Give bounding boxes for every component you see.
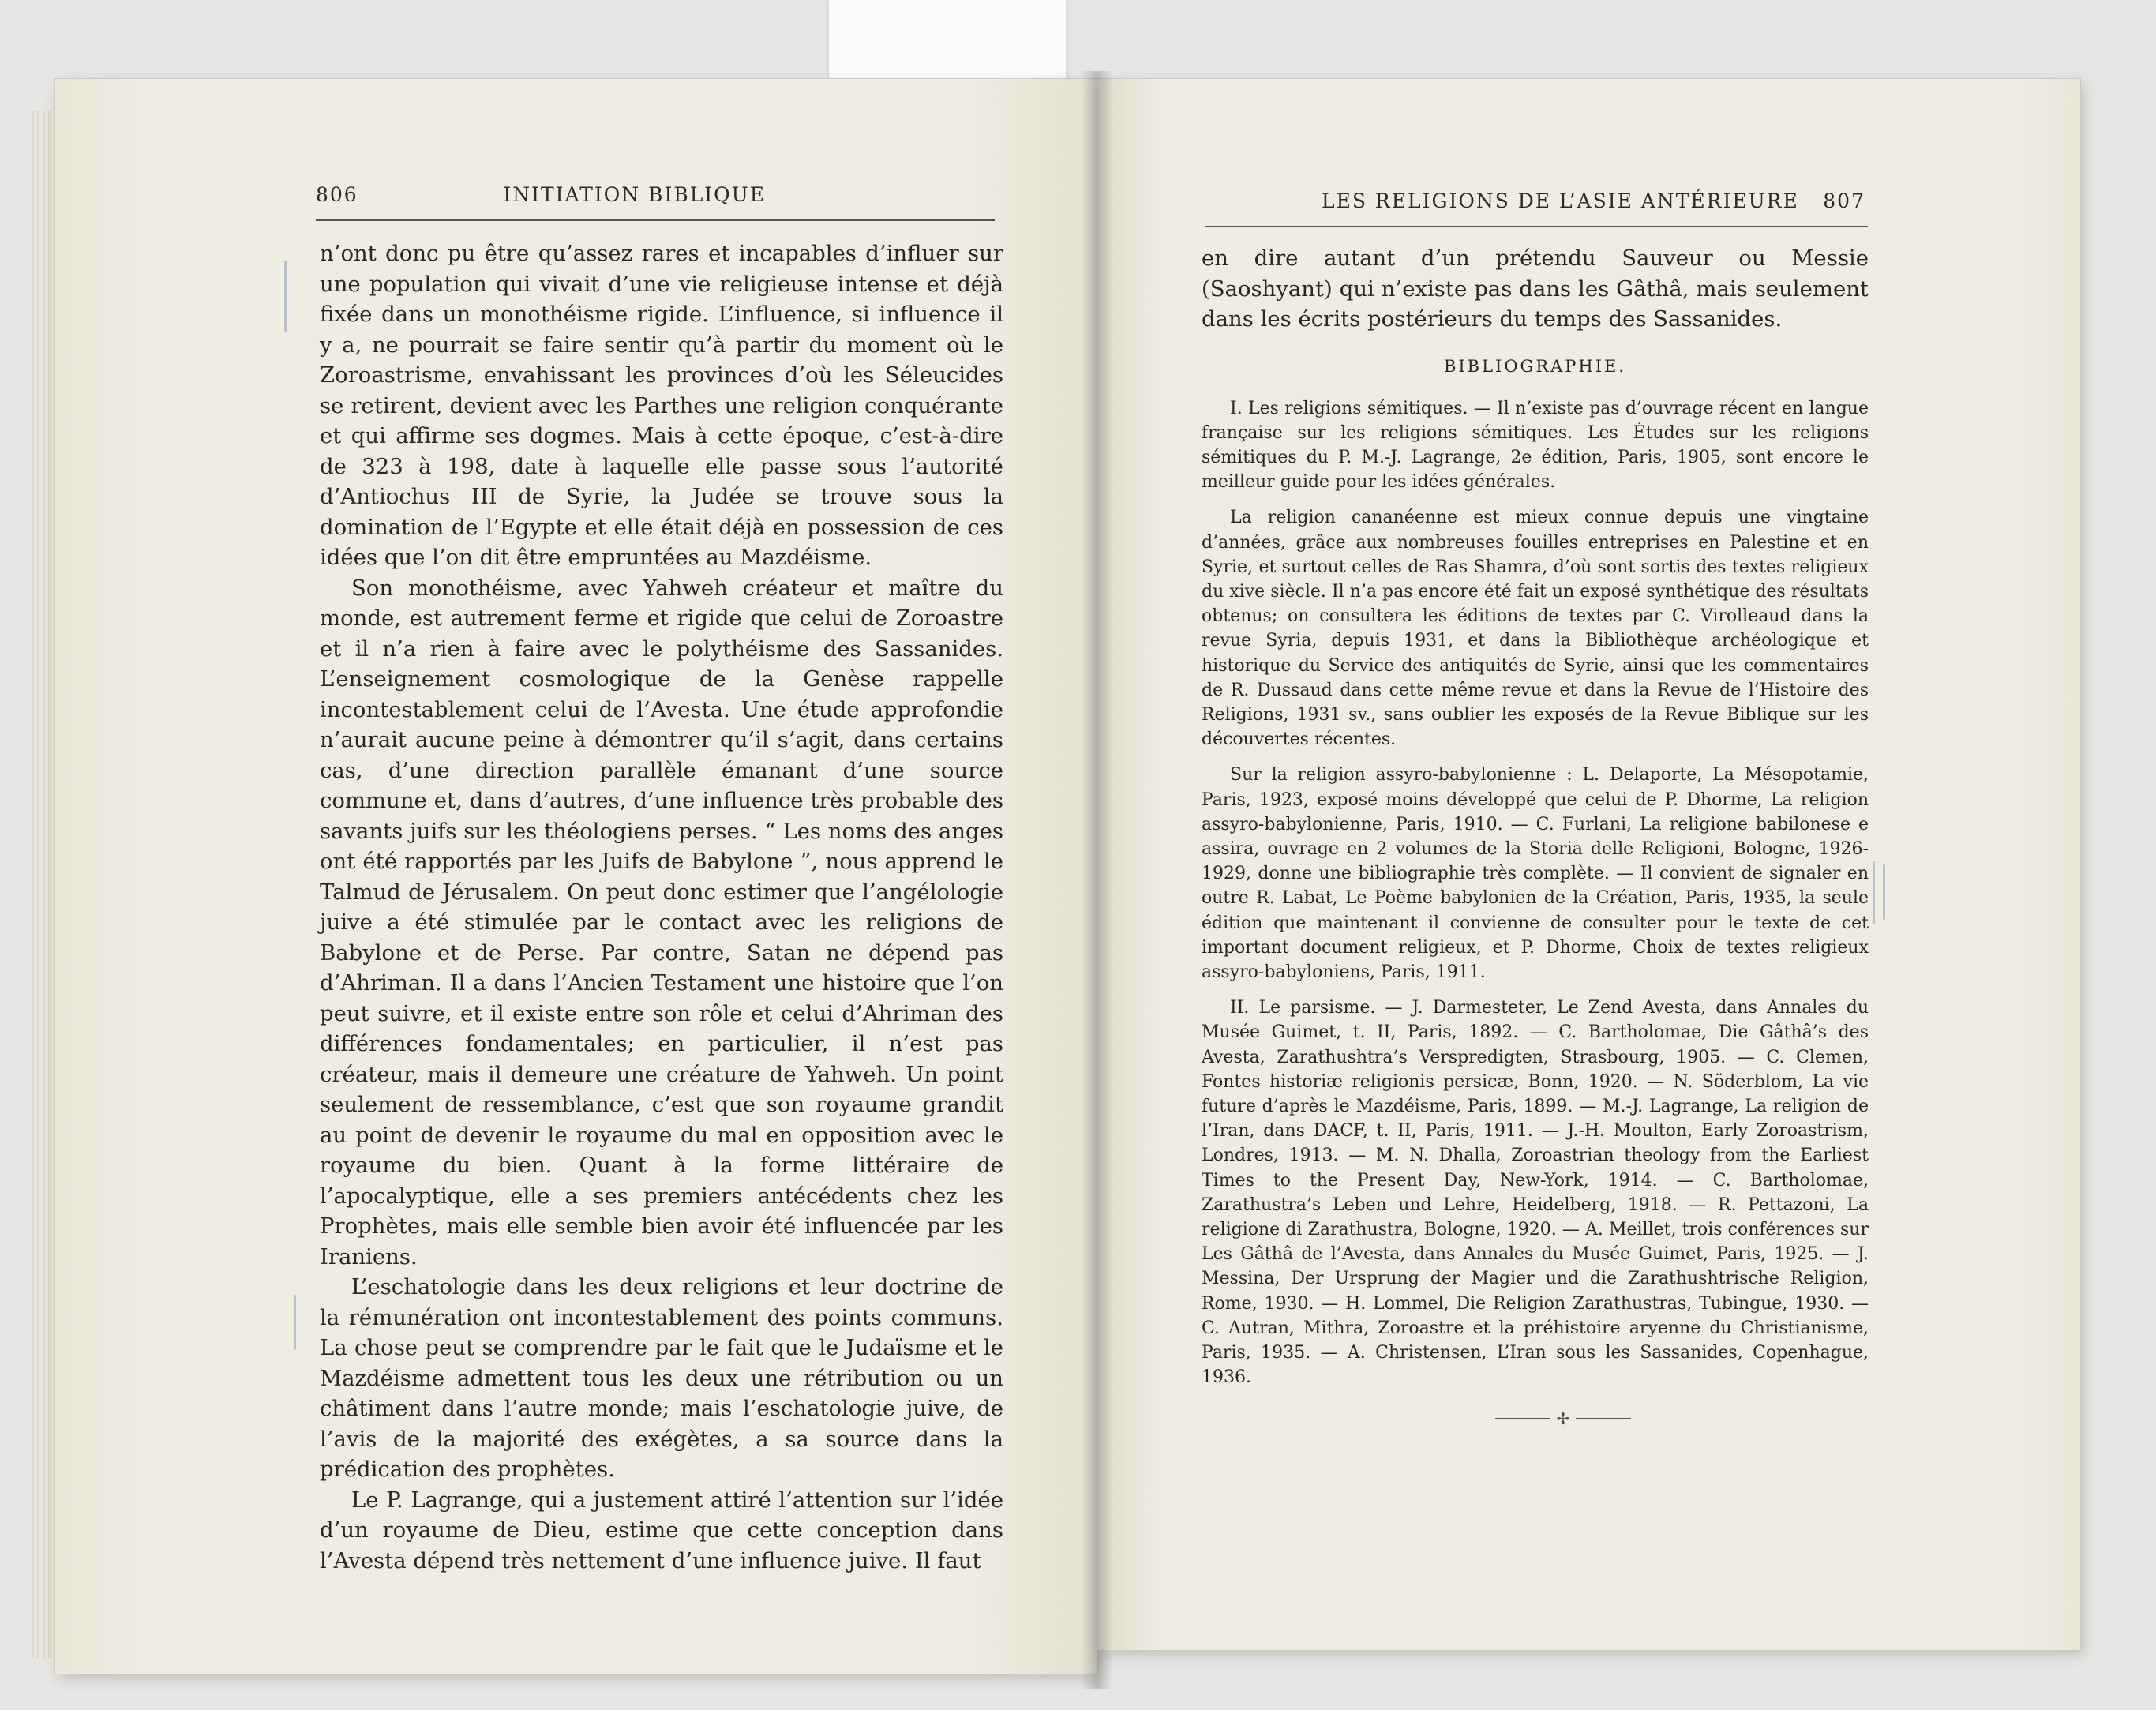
book-gutter bbox=[1082, 71, 1113, 1689]
bibliography-semitic: I. Les religions sémitiques. — Il n’existe pas d’ouvrage récent en langue française sur les religions sémitiques. Les Études sur les religions sémitiques du P. M.-J. Lagrange, 2e édition, Paris, 1905, sont encore le meilleur guide pour les idées générales. bbox=[1202, 398, 1869, 493]
bibliography-parsism: II. Le parsisme. — J. Darmesteter, Le Zend Avesta, dans Annales du Musée Guimet, t. II, Paris, 1892. — C. Bartholomae, Die Gâthâ’s des Avesta, Zarathushtra’s Verspredigten, Strasbourg, 1905. — C. Clemen, Fontes historiæ religionis persicæ, Bonn, 1920. — N. Söderblom, La vie future d’après le Mazdéisme, Paris, 1899. — M.-J. Lagrange, La religion de l’Iran, dans DACF, t. II, Paris, 1911. — J.-H. Moulton, Early Zoroastrism, Londres, 1913. — M. N. Dhalla, Zoroastrian theology from the Earliest Times to the Present Day, New-York, 1914. — C. Bartholomae, Zarathustra’s Leben und Lehre, Heidelberg, 1918. — R. Pettazoni, La religione di Zarathustra, Bologne, 1920. — A. Meillet, trois conférences sur Les Gâthâ de l’Avesta, dans Annales du Musée Guimet, Paris, 1925. — J. Messina, Der Ursprung der Magier und die Zarathushtrische Religion, Rome, 1930. — H. Lommel, Die Religion Zarathustras, Tubingue, 1930. — C. Autran, Mithra, Zoroastre et la préhistoire aryenne du Christianisme, Paris, 1935. — A. Christensen, L’Iran sous les Sassanides, Copenhague, 1936. bbox=[1202, 998, 1869, 1388]
bibliography-heading: BIBLIOGRAPHIE. bbox=[1443, 356, 1627, 376]
left-text-column bbox=[320, 238, 1003, 1576]
left-running-head bbox=[316, 183, 995, 206]
end-ornament: ✢ bbox=[1484, 1409, 1642, 1428]
left-paragraph-1: n’ont donc pu être qu’assez rares et incapables d’influer sur une population qui vivait d’une vie religieuse intense et déjà fixée dans un monothéisme rigide. L’influence, si influence il y a, ne pourrait se faire sentir qu’à partir du moment où le Zoroastrisme, envahissant les provinces d’où les Séleucides se retirent, devient avec les Parthes une religion conquérante et qui affirme ses dogmes. Mais à cette époque, c’est-à-dire de 323 à 198, date à laquelle elle passe sous l’autorité d’Antiochus III de Syrie, la Judée se trouve sous la domination de l’Egypte et elle était déjà en possession de ces idées que l’on dit être empruntées au Mazdéisme. bbox=[320, 241, 1003, 570]
left-head-rule bbox=[316, 219, 995, 221]
right-text-column bbox=[1202, 243, 1869, 1401]
pencil-mark bbox=[1873, 861, 1875, 924]
left-paragraph-4: Le P. Lagrange, qui a justement attiré l’attention sur l’idée d’un royaume de Dieu, estime que cette conception dans l’Avesta dépend très nettement d’une influence juive. Il faut bbox=[320, 1487, 1003, 1573]
left-paragraph-2: Son monothéisme, avec Yahweh créateur et maître du monde, est autrement ferme et rigide que celui de Zoroastre et il n’a rien à faire avec le polythéisme des Sassanides. L’enseignement cosmologique de la Genèse rappelle incontestablement celui de l’Avesta. Une étude approfondie n’aurait aucune peine à démontrer qu’il s’agit, dans certains cas, d’une direction parallèle émanant d’une source commune et, dans d’autres, d’une influence très probable des savants juifs sur les théologiens perses. “ Les noms des anges ont été rapportés par les Juifs de Babylone ”, nous apprend le Talmud de Jérusalem. On peut donc estimer que l’angélologie juive a été stimulée par le contact avec les religions de Babylone et de Perse. Par contre, Satan ne dépend pas d’Ahriman. Il a dans l’Ancien Testament une histoire que l’on peut suivre, et il existe entre son rôle et celui d’Ahriman des différences fondamentales; en particulier, il n’est pas créateur, mais il demeure une créature de Yahweh. Un point seulement de ressemblance, c’est que son royaume grandit au point de devenir le royaume du mal en opposition avec le royaume du bien. Quant à la forme littéraire de l’apocalyptique, elle a ses premiers antécédents chez les Prophètes, mais elle semble bien avoir été influencée par les Iraniens. bbox=[320, 575, 1003, 1269]
right-running-head bbox=[1206, 189, 1865, 212]
page-number-right: 807 bbox=[1823, 189, 1865, 212]
pencil-mark bbox=[1883, 864, 1885, 920]
running-title-right: LES RELIGIONS DE L’ASIE ANTÉRIEURE bbox=[1322, 189, 1799, 212]
right-head-rule bbox=[1205, 226, 1868, 227]
running-title-left: INITIATION BIBLIQUE bbox=[503, 183, 766, 206]
left-paragraph-3: L’eschatologie dans les deux religions et leur doctrine de la rémunération ont incontestablement des points communs. La chose peut se comprendre par le fait que le Judaïsme et le Mazdéisme admettent tous les deux une rétribution ou un châtiment dans l’autre monde; mais l’eschatologie juive, de l’avis de la majorité des exégètes, a sa source dans la prédication des prophètes. bbox=[320, 1274, 1003, 1482]
right-opening-paragraph: en dire autant d’un prétendu Sauveur ou Messie (Saoshyant) qui n’existe pas dans les Gâthâ, mais seulement dans les écrits postérieurs du temps des Sassanides. bbox=[1202, 246, 1869, 332]
page-number-left: 806 bbox=[316, 183, 358, 206]
pencil-mark bbox=[284, 261, 287, 332]
bibliography-assyro-babylonian: Sur la religion assyro-babylonienne : L. Delaporte, La Mésopotamie, Paris, 1923, exposé moins développé que celui de P. Dhorme, La religion assyro-babylonienne, Paris, 1910. — C. Furlani, La religione babilonese e assira, ouvrage en 2 volumes de la Storia delle Religioni, Bologne, 1926-1929, donne une bibliographie très complète. — Il convient de signaler en outre R. Labat, Le Poème babylonien de la Création, Paris, 1935, la seule édition que maintenant il convienne de consulter pour le texte de cet important document religieux, et P. Dhorme, Choix de textes religieux assyro-babyloniens, Paris, 1911. bbox=[1202, 765, 1869, 982]
pencil-mark bbox=[294, 1295, 296, 1350]
bibliography-canaanite: La religion cananéenne est mieux connue depuis une vingtaine d’années, grâce aux nombreuses fouilles entreprises en Palestine et en Syrie, et surtout celles de Ras Shamra, d’où sont sortis des textes religieux du xive siècle. Il n’a pas encore été fait un exposé synthétique des résultats obtenus; on consultera les éditions de textes par C. Virolleaud dans la revue Syria, depuis 1931, et dans la Bibliothèque archéologique et historique du Service des antiquités de Syrie, ainsi que les commentaires de R. Dussaud dans cette même revue et dans la Revue de l’Histoire des Religions, 1931 sv., sans oublier les exposés de la Revue Biblique sur les découvertes récentes. bbox=[1202, 508, 1869, 750]
